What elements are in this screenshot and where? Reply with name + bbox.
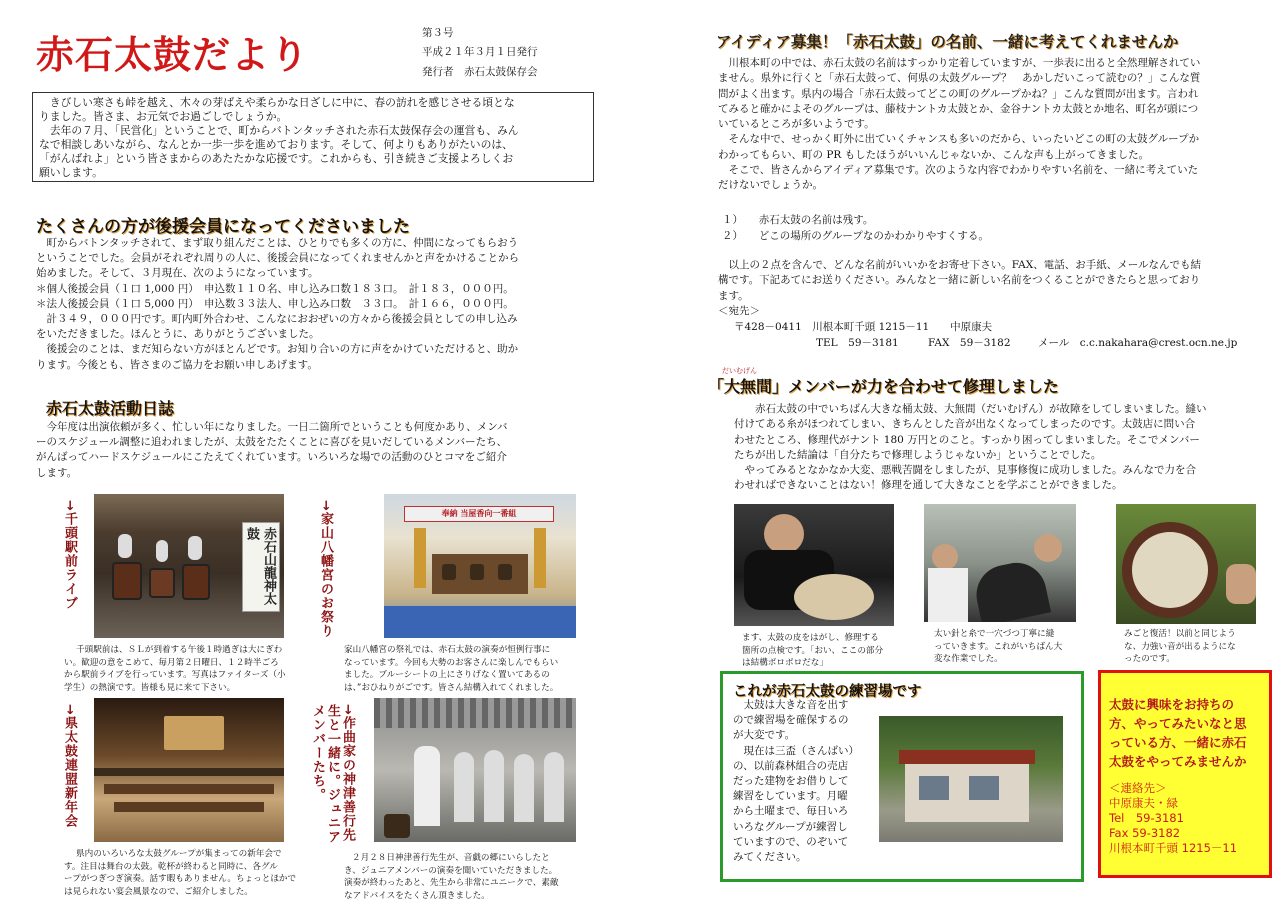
caption-line: ました。ブルーシートの上にさりげなく置いてあるの: [344, 670, 550, 680]
photo2-label: →家山八幡宮のお祭り: [318, 500, 333, 638]
contact-line: 川根本町千頭 1215－11: [1109, 841, 1238, 855]
caption-line: 演奏が終わったあと、先生から非常にユニークで、素敵: [344, 878, 559, 888]
idea-line: ます。: [718, 289, 749, 302]
supporters-line: 後援会のことは、まだ知らない方がほとんどです。お知り合いの方に声をかけていただけると、助か: [36, 343, 519, 356]
intro-line: 「がんばれよ」という皆さまからのあたたかな応援です。これからも、引き続きご支援よろしくお: [39, 152, 514, 165]
recruit-line: 太鼓に興味をお持ちの: [1109, 697, 1235, 712]
newyear-party-photo: [94, 698, 284, 842]
photo4-caption: [344, 852, 584, 902]
composer-photo: [374, 698, 576, 842]
contact-line: Tel 59-3181: [1109, 811, 1184, 825]
caption-line: から駅前ライブを行っています。写真はファイターズ（小: [64, 670, 286, 680]
photo1-label: →千頭駅前ライブ: [62, 500, 77, 610]
caption-line: 変な作業でした。: [934, 654, 1003, 664]
station-sign: 赤石山龍神太鼓: [242, 522, 280, 612]
practice-box: [720, 671, 1084, 882]
idea-line: 問がよく出ます。県内の場合「赤石太鼓ってどこの町のグループかね？」こんな質問が出ます。言われ: [718, 87, 1199, 100]
idea-body-2: [718, 258, 1201, 319]
practice-line: いろなグループが練習し: [733, 820, 848, 833]
supporters-line: ＊法人後援会員（１口 5,000 円） 申込数３３法人、申し込み口数 ３３口。 計１６６，０００円。: [36, 297, 514, 310]
photo3-label: →県太鼓連盟新年会: [62, 704, 77, 828]
repair-photo-inspect: [734, 504, 894, 626]
repair-line: わせればできないことはない！修理を通して大きなことを学ぶことができました。: [734, 479, 1123, 492]
supporters-line: をいただきました。ほんとうに、ありがとうございました。: [36, 328, 320, 341]
email-line: メール c.c.nakahara@crest.ocn.ne.jp: [1038, 337, 1238, 349]
shrine-banner: 奉納 当屋香向一番組: [404, 506, 554, 522]
repair-line: たちが出した結論は「自分たちで修理しようじゃないか」ということでした。: [734, 448, 1102, 461]
practice-line: みてください。: [733, 851, 807, 864]
photo1-caption: [64, 644, 304, 694]
recruit-message: [1109, 695, 1261, 771]
caption-line: っていきます。これがいちばん大: [934, 641, 1063, 652]
contact-line: 中原康夫・緑: [1109, 796, 1178, 810]
diary-heading: 赤石太鼓活動日誌: [46, 399, 175, 418]
intro-box: [32, 92, 594, 182]
diary-line: 今年度は出演依頼が多く、忙しい年になりました。一日二箇所でということも何度かあり、メンバ: [36, 421, 508, 433]
caption-line: 家山八幡宮の祭礼では、赤石太鼓の演奏が恒例行事に: [344, 645, 551, 655]
repair-body: [734, 402, 1207, 494]
recruit-line: 太鼓をやってみませんか: [1109, 754, 1247, 769]
practice-line: ので練習場を確保するの: [733, 714, 849, 727]
idea-line: 以上の２点を含んで、どんな名前がいいかをお寄せ下さい。FAX、電話、お手紙、メールなんでも結: [718, 259, 1202, 271]
diary-line: します。: [36, 466, 78, 479]
shrine-festival-photo: [384, 494, 576, 638]
supporters-line: ります。今後とも、皆さまのご協力をお願い申しあげます。: [36, 358, 318, 371]
supporters-heading: たくさんの方が後援会員になってくださいました: [36, 217, 410, 237]
diary-body: [36, 420, 508, 481]
practice-line: 現在は三盃（さんばい）: [733, 744, 859, 757]
practice-line: だった建物をお借りして: [733, 775, 849, 788]
intro-line: りました。皆さま、お元気でお過ごしでしょうか。: [39, 110, 288, 123]
caption-line: ープがつぎつぎ演奏。話す暇もありません。ちょっとほかで: [64, 874, 297, 884]
photo4-label: →作曲家の神津善行先生と一緒に。ジュニアメンバーたち。: [310, 704, 355, 844]
idea-line: いているところが多いようです。: [718, 118, 875, 131]
idea-line: そんな中で、せっかく町外に出ていくチャンスも多いのだから、いったいどこの町の太鼓グループか: [718, 133, 1200, 146]
supporters-line: 町からバトンタッチされて、まず取り組んだことは、ひとりでも多くの方に、仲間になってもらおう: [36, 237, 519, 249]
issue-number: 第３号: [422, 27, 454, 39]
idea-list-item: １） 赤石太鼓の名前は残す。: [722, 214, 874, 226]
repair-ruby: だいむげん: [722, 367, 757, 375]
caption-line: は見られない宴会風景なので、ご紹介しました。: [64, 886, 253, 897]
diary-line: ーのスケジュール調整に追われましたが、太鼓をたたくことに喜びを見いだしているメンバーたち、: [36, 436, 508, 449]
supporters-line: ＊個人後援会員（１口 1,000 円） 申込数１１０名、申し込み口数１８３口。 計１８３，０００円。: [36, 282, 514, 295]
caption-line: は結構ボロボロだな」: [742, 658, 828, 668]
caption-line: い。歓迎の意をこめて、毎月第２日曜日、１２時半ごろ: [64, 657, 279, 668]
caption-line: 太い針と糸で一穴づつ丁寧に縫: [934, 629, 1055, 639]
issue-date: 平成２１年３月１日発行: [422, 46, 538, 58]
idea-list-item: ２） どこの場所のグループなのかわかりやすくする。: [722, 230, 989, 242]
caption-line: 箇所の点検です。「おい、ここの部分: [742, 645, 884, 656]
caption-line: 県内のいろいろな太鼓グループが集まっての新年会で: [76, 849, 282, 859]
practice-line: の、以前森林組合の売店: [733, 759, 849, 772]
idea-line: 構です。下記あてにお送りください。みんなと一緒に新しい名前をつくることができたらと思っており: [718, 274, 1201, 287]
intro-line: なで相談しあいながら、なんとか一歩一歩を進めております。そして、何よりもありがたいのは、: [39, 138, 513, 151]
caption-line: なアドバイスをたくさん頂きました。: [344, 890, 490, 901]
idea-line: だけないでしょうか。: [718, 179, 823, 192]
caption-line: す。注目は舞台の太鼓。乾杯が終わると同時に、各グル: [64, 861, 278, 872]
publisher: 発行者 赤石太鼓保存会: [422, 66, 538, 78]
contact-label: ＜連絡先＞: [1109, 781, 1167, 795]
practice-line: が大変です。: [733, 729, 796, 742]
practice-hall-photo: [879, 716, 1063, 842]
idea-body: [718, 56, 1200, 194]
recruit-line: 方、やってみたいなと思: [1109, 716, 1247, 731]
intro-line: 去年の７月、「民営化」ということで、町からバトンタッチされた赤石太鼓保存会の運営も、みん: [39, 124, 519, 137]
recruit-box: [1098, 670, 1272, 878]
supporters-line: 計３４９，０００円です。町内町外合わせ、こんなにおおぜいの方々から後援会員としての申し込み: [36, 313, 518, 326]
caption-line: は、”おひねりがごです。皆さん結構入れてくれました。: [344, 682, 559, 693]
caption-line: なっています。今回も大勢のお客さんに楽しんでもらい: [344, 657, 559, 668]
intro-line: 願いします。: [39, 166, 103, 179]
repair-caption-2: [934, 628, 1062, 666]
caption-line: みごと復活！以前と同じよう: [1124, 629, 1236, 639]
idea-line: 川根本町の中では、赤石太鼓の名前はすっかり定着していますが、一歩表に出ると全然理解されてい: [718, 57, 1201, 69]
idea-line: わかってもらい、町の PR もしたほうがいいんじゃないか、こんな声も上がってきました。: [718, 148, 1150, 161]
idea-line: そこで、皆さんからアイディア募集です。次のような内容でわかりやすい名前を、一緒に考えていた: [718, 164, 1199, 177]
repair-caption-3: [1124, 628, 1236, 666]
practice-line: 練習をしています。月曜: [733, 790, 848, 803]
newsletter-title: 赤石太鼓だより: [36, 33, 310, 77]
practice-line: 太鼓は大きな音を出す: [733, 699, 849, 711]
caption-line: ったのです。: [1124, 654, 1175, 664]
repair-photo-restored: [1116, 504, 1256, 624]
supporters-body: [36, 236, 519, 373]
repair-line: 赤石太鼓の中でいちばん大きな桶太鼓、大無間（だいむげん）が故障をしてしまいました。縫い: [734, 403, 1207, 415]
repair-caption-1: [742, 632, 883, 670]
supporters-line: 始めました。そして、３月現在、次のようになっています。: [36, 267, 319, 280]
repair-line: やってみるとなかなか大変、悪戦苦闘をしましたが、見事修復に成功しました。みんなで力を合: [734, 464, 1196, 477]
repair-heading: 「大無間」メンバーが力を合わせて修理しました: [708, 377, 1059, 396]
recruit-contact: [1109, 781, 1261, 856]
caption-line: ２月２８日神津善行先生が、音戯の郷にいらしたと: [352, 853, 550, 863]
practice-line: ていますので、のぞいて: [733, 835, 849, 848]
idea-list: [722, 212, 989, 244]
station-live-photo: [94, 494, 284, 638]
caption-line: ます、太鼓の皮をはがし、修理する: [742, 633, 879, 643]
practice-heading: これが赤石太鼓の練習場です: [733, 684, 922, 700]
idea-line: ません。県外に行くと「赤石太鼓って、何県の太鼓グループ？ あかしだいこって読むの？」こんな質: [718, 72, 1201, 85]
caption-line: 学生）の熱演です。皆様も見に来て下さい。: [64, 682, 236, 693]
recruit-line: っている方、一緒に赤石: [1109, 735, 1247, 750]
repair-line: 付けてある糸がほつれてしまい、きちんとした音が出なくなってしまったのです。太鼓店に問い合: [734, 418, 1196, 431]
photo2-caption: [344, 644, 584, 694]
diary-line: がんばってハードスケジュールにこたえてくれています。いろいろな場での活動のひとコマをご紹介: [36, 451, 507, 464]
intro-line: きびしい寒さも峠を越え、木々の芽ばえや柔らかな日ざしに中に、春の訪れを感じさせる頃とな: [39, 96, 515, 109]
photo3-caption: [64, 848, 314, 898]
repair-line: わせたところ、修理代がナント 180 万円とのこと。すっかり困ってしまいました。そこでメンバー: [734, 433, 1200, 446]
idea-heading: アイディア募集！「赤石太鼓」の名前、一緒に考えてくれませんか: [716, 33, 1179, 51]
fax-line: FAX 59－3182: [928, 337, 1011, 349]
contact-line: Fax 59-3182: [1109, 826, 1181, 840]
caption-line: な、力強い音が出るようにな: [1124, 641, 1236, 652]
practice-body: [733, 698, 859, 865]
idea-line: ＜宛先＞: [718, 304, 760, 317]
idea-line: てみると確かによそのグループは、藤枝ナントカ太鼓とか、金谷ナントカ太鼓とか地名、町名が頭につ: [718, 102, 1199, 115]
caption-line: 千頭駅前は、ＳＬが到着する午後１時過ぎは大にぎわ: [76, 645, 283, 655]
tel-line: TEL 59－3181: [816, 337, 899, 349]
address-line: 〒428－0411 川根本町千頭 1215－11 中原康夫: [734, 321, 993, 333]
caption-line: き、ジュニアメンバーの演奏を聞いていただきました。: [344, 865, 558, 876]
repair-photo-sewing: [924, 504, 1076, 622]
practice-line: から土曜まで、毎日いろ: [733, 805, 849, 818]
supporters-line: ということでした。会員がそれぞれ周りの人に、後援会員になってくれませんかと声をかけることから: [36, 252, 519, 265]
